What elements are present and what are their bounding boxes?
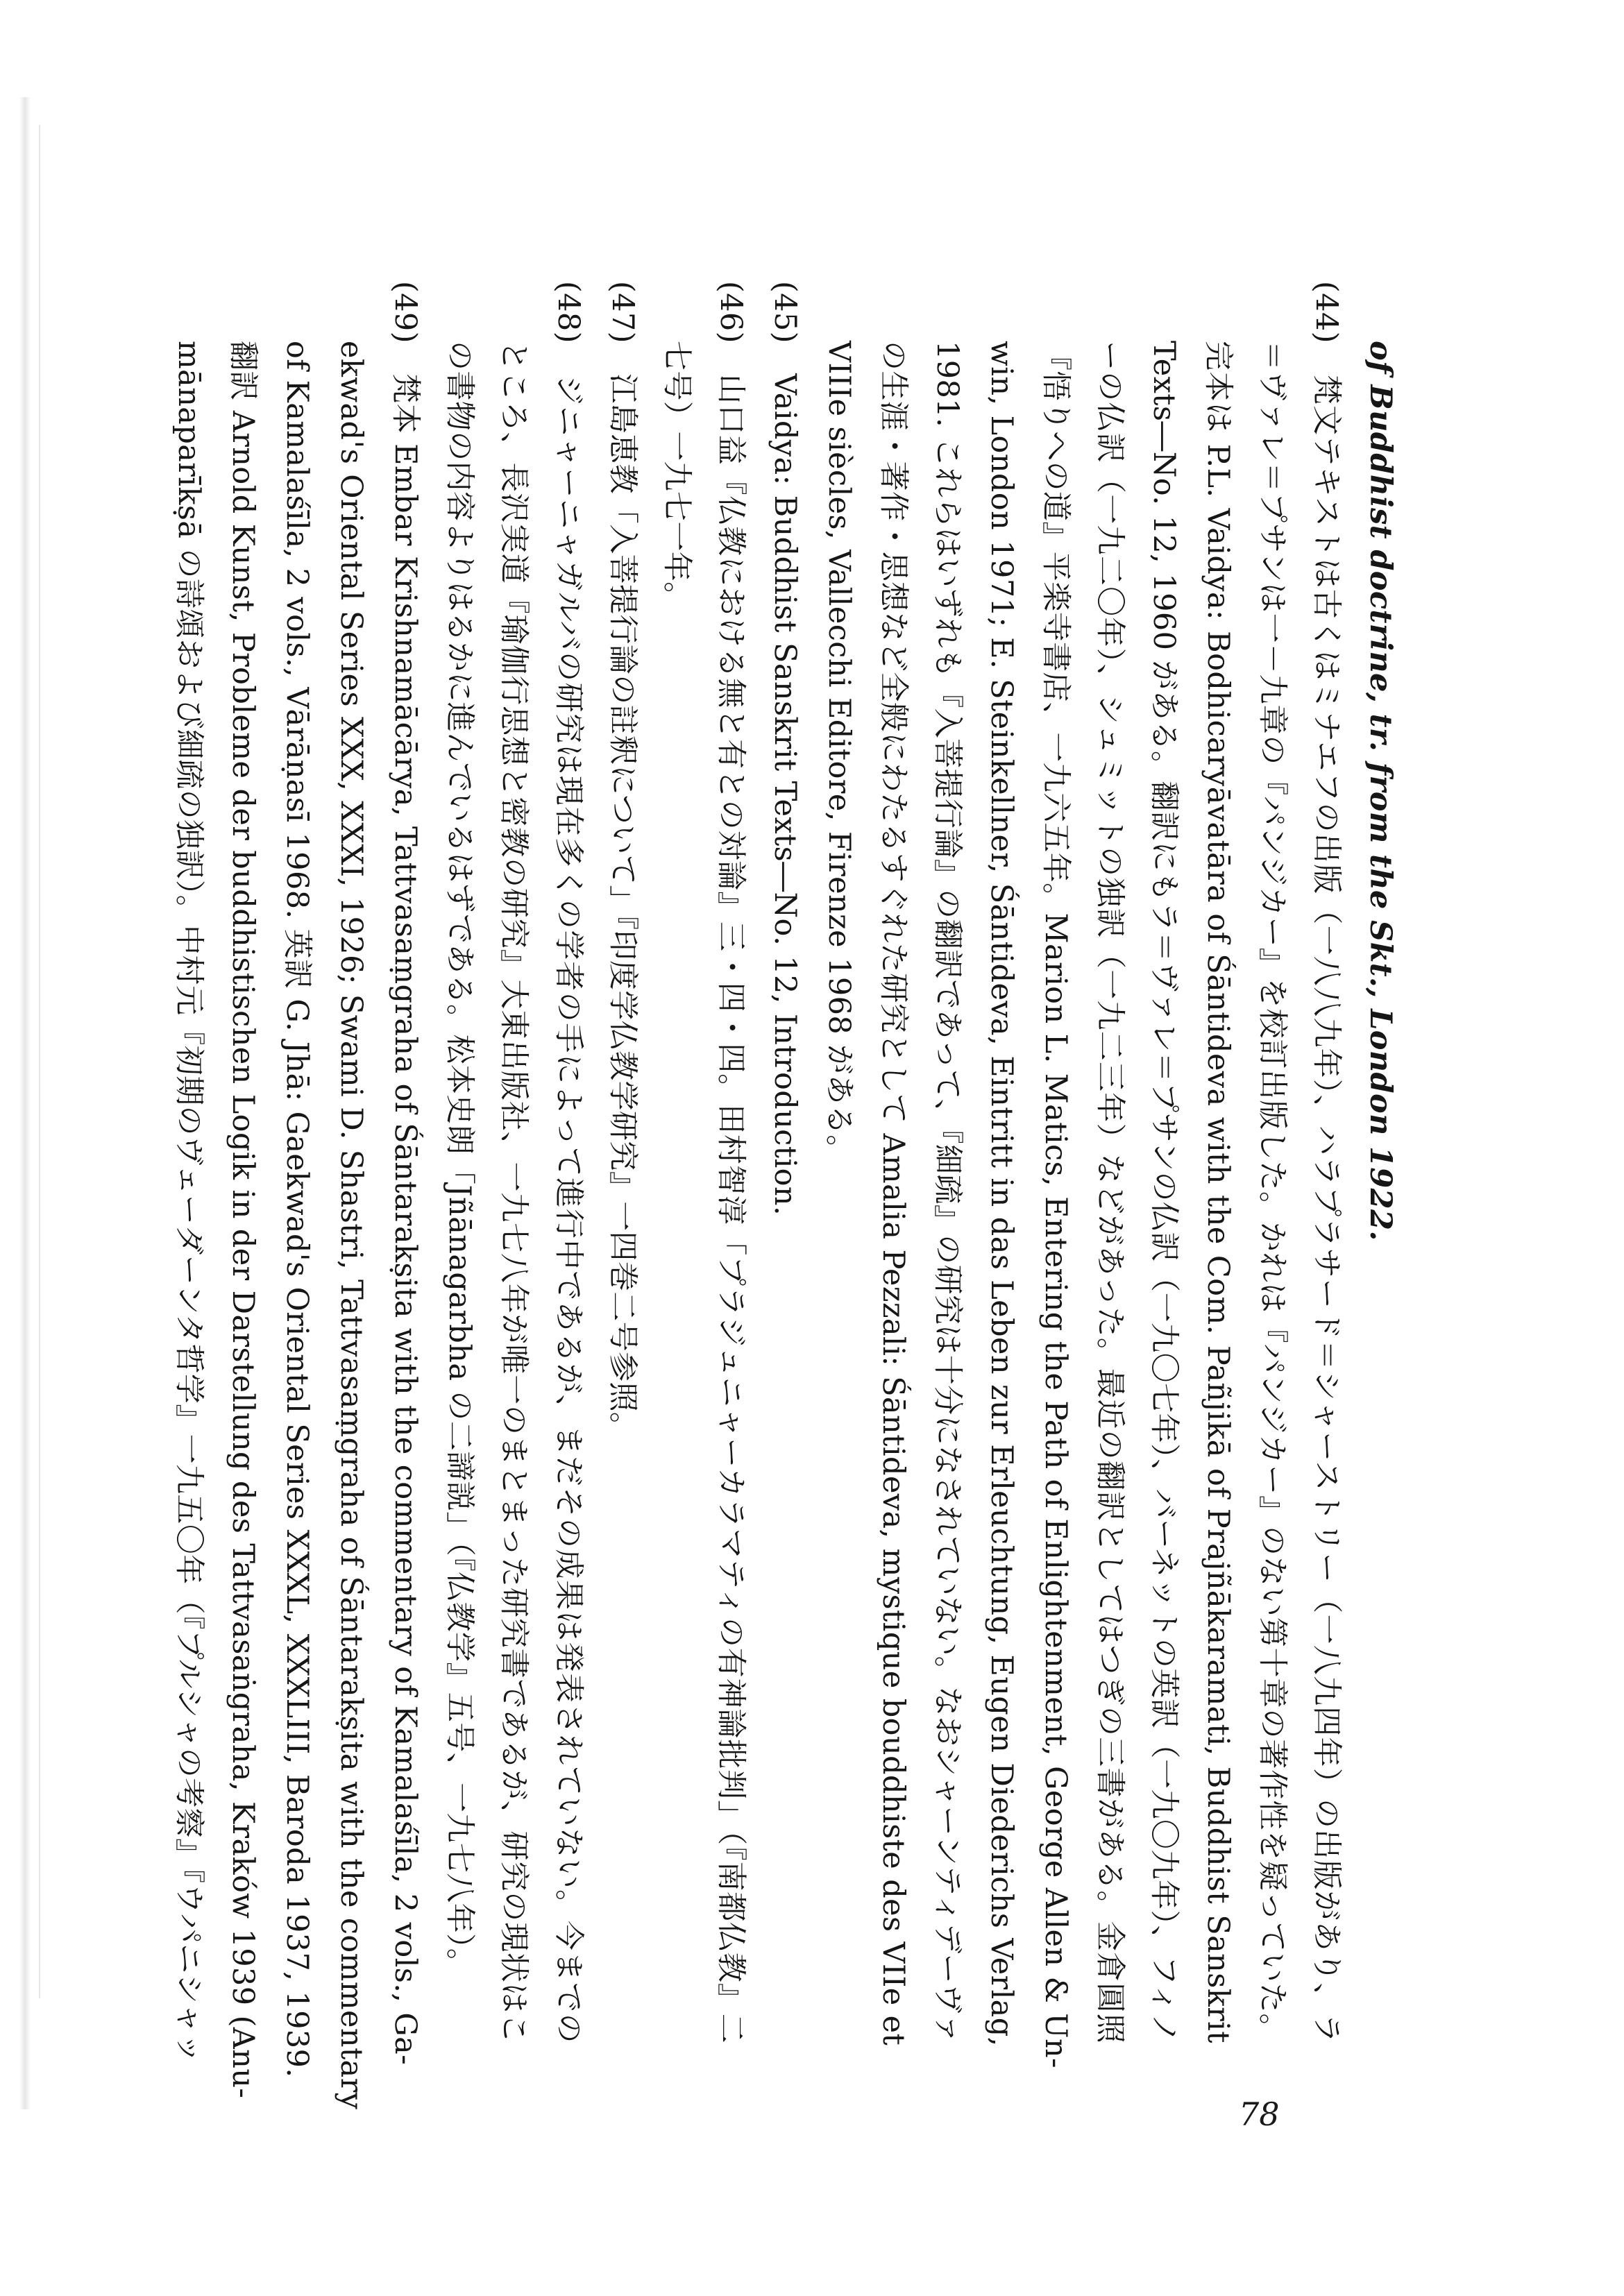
- note-line: of Kamalaśīla, 2 vols., Vārāṇasī 1968. 英訳 G. Jhā: Gaekwad's Oriental Series XXXL, XXXLIII, Baroda 1937, 1939.: [280, 341, 315, 2078]
- note-line: (49) 梵本 Embar Krishnamācārya, Tattvasaṃgraha of Śāntarakṣita with the commentary of Kamalaśīla, 2 vols., Ga-: [388, 281, 423, 2066]
- note-line: の書物の内容よりはるかに進んでいるはずである。松本史朗「Jñānagarbha の二諦説」（『仏教学』五号、一九七八年）。: [442, 341, 477, 1979]
- note-line: (45) Vaidya: Buddhist Sanskrit Texts―No. 12, Introduction.: [767, 281, 802, 1216]
- note-line: of Buddhist doctrine, tr. from the Skt., London 1922.: [1363, 341, 1398, 1241]
- note-line: mānaparīkṣā の詩頌および細疏の独訳）。中村元『初期のヴェーダーンタ哲学』一九五〇年（『プルシャの考察』『ウパニシャッ: [171, 341, 207, 2064]
- scan-edge-line: [39, 125, 40, 1998]
- note-line: 翻訳 Arnold Kunst, Probleme der buddhistischen Logik in der Darstellung des Tattvasaṅgraha, Kraków 1939 (Anu-: [226, 341, 261, 2099]
- note-line: (46) 山口益『仏教における無と有との対論』三・四・四。田村智淳「プラジュニャーカラマティの有神論批判」（『南都仏教』二: [713, 281, 748, 2043]
- scan-shadow: [19, 97, 31, 2109]
- rotated-page-content: [171, 281, 1398, 2110]
- note-line: 1981. これらはいずれも『入菩提行論』の翻訳であって、『細疏』の研究は十分になされていない。なおシャーンティデーヴァ: [929, 341, 965, 2044]
- note-line: Texts―No. 12, 1960 がある。翻訳にもラ＝ヴァレ＝プサンの仏訳（一九〇七年）、バーネットの英訳（一九〇九年）、フィノ: [1146, 341, 1181, 2043]
- note-line: win, London 1971; E. Steinkellner, Śāntideva, Eintritt in das Leben zur Erleuchtung, Eugen Diederichs Verlag,: [983, 341, 1019, 2047]
- note-line: 七号）一九七一年。: [659, 341, 694, 612]
- page-number: 78: [1239, 2095, 1280, 2133]
- endnotes-block: [171, 281, 1398, 2110]
- note-line: ＝ヴァレ＝プサンは一－九章の『パンジカー』を校訂出版した。かれは『パンジカー』のない第十章の著作性を疑っていた。: [1254, 341, 1289, 2043]
- note-line: (47) 江島恵教「入菩提行論の註釈について」『印度学仏教学研究』一四巻二号参照。: [604, 281, 640, 1443]
- note-line: VIIIe siècles, Vallecchi Editore, Firenze 1968 がある。: [821, 341, 856, 1165]
- note-line: ところ、長沢実道『瑜伽行思想と密教の研究』大東出版社、一九七八年が唯一のまとまった研究書であるが、研究の現状はこ: [496, 341, 532, 2043]
- note-line: (48) ジニャーニャガルバの研究は現在多くの学者の手によって進行中であるが、まだその成果は発表されていない。今までの: [550, 281, 586, 2043]
- note-line: 完本は P.L. Vaidya: Bodhicaryāvatāra of Śāntideva with the Com. Pañjikā of Prajñākaramati, Buddhist Sanskrit: [1200, 341, 1235, 2043]
- note-line: (44) 梵文テキストは古くはミナエフの出版（一八八九年）、ハラプラサード＝シャーストリー（一八九四年）の出版があり、ラ: [1308, 281, 1344, 2043]
- note-line: ekwad's Oriental Series XXX, XXXI, 1926; Swami D. Shastri, Tattvasaṃgraha of Śāntarakṣita with the commentary: [334, 341, 369, 2110]
- note-line: ーの仏訳（一九二〇年）、シュミットの独訳（一九二三年）などがあった。最近の翻訳としてはつぎの三書がある。金倉圓照: [1092, 341, 1127, 2043]
- note-line: の生涯・著作・思想など全般にわたるすぐれた研究として Amalia Pezzali: Śāntideva, mystique bouddhiste des VIIe et: [875, 341, 911, 2046]
- note-line: 『悟りへの道』平楽寺書店、一九六五年。Marion L. Matics, Entering the Path of Enlightenment, George Allen & Un-: [1038, 341, 1073, 2068]
